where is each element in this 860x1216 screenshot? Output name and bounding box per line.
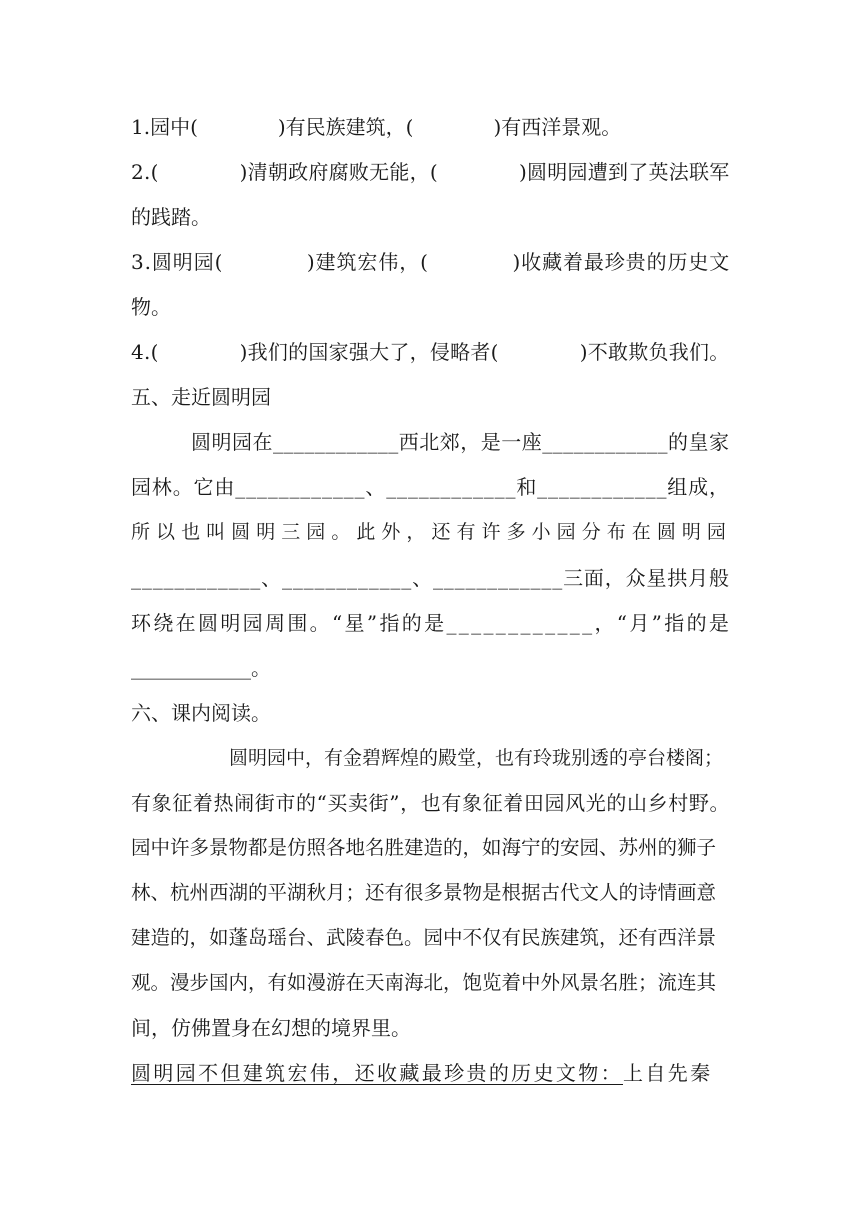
reading-line-3: 园中许多景物都是仿照各地名胜建造的，如海宁的安园、苏州的狮子 [131,836,717,859]
question-1: 1.园中( )有民族建筑，( )有西洋景观。 [131,115,622,139]
reading-line-8-rest: 上自先秦 [623,1061,713,1085]
question-3-line-2: 物。 [131,295,171,319]
reading-line-6: 观。漫步国内，有如漫游在天南海北，饱览着中外风景名胜；流连其 [131,971,717,994]
section-5-line-2: 园林。它由____________、____________和____________组成， [131,475,730,499]
section-5-line-6: ____________。 [131,656,271,680]
section-5-line-3: 所 以 也 叫 圆 明 三 园 。 此 外 ， 还 有 许 多 小 园 分 布 在 圆 明 园 [131,521,726,543]
section-5-heading: 五、走近圆明园 [131,385,271,409]
question-3-line-1: 3.圆明园( )建筑宏伟，( )收藏着最珍贵的历史文 [131,250,731,274]
question-2-line-2: 的践踏。 [131,205,211,229]
reading-line-5: 建造的，如蓬岛瑶台、武陵春色。园中不仅有民族建筑，还有西洋景 [131,926,717,949]
section-5-line-1: 圆明园在____________西北郊，是一座____________的皇家 [191,430,730,454]
section-5-line-5: 环绕在圆明园周围。“星”指的是____________，“月”指的是 [131,611,732,635]
reading-line-7: 间，仿佛置身在幻想的境界里。 [131,1016,411,1040]
question-2-line-1: 2.( )清朝政府腐败无能，( )圆明园遭到了英法联军 [131,160,730,184]
section-6-heading: 六、课内阅读。 [131,701,271,725]
reading-line-1: 圆明园中，有金碧辉煌的殿堂，也有玲珑别透的亭台楼阁； [229,747,724,769]
underlined-sentence: 圆明园不但建筑宏伟，还收藏最珍贵的历史文物： [131,1061,623,1085]
question-4: 4.( )我们的国家强大了，侵略者( )不敢欺负我们。 [131,340,730,364]
section-5-line-4: ____________、____________、____________三面，众星拱月般 [131,566,730,590]
reading-line-4: 林、杭州西湖的平湖秋月；还有很多景物是根据古代文人的诗情画意 [131,881,717,904]
reading-line-2: 有象征着热闹街市的“买卖街”，也有象征着田园风光的山乡村野。 [131,791,731,815]
reading-line-8 [131,1059,712,1087]
